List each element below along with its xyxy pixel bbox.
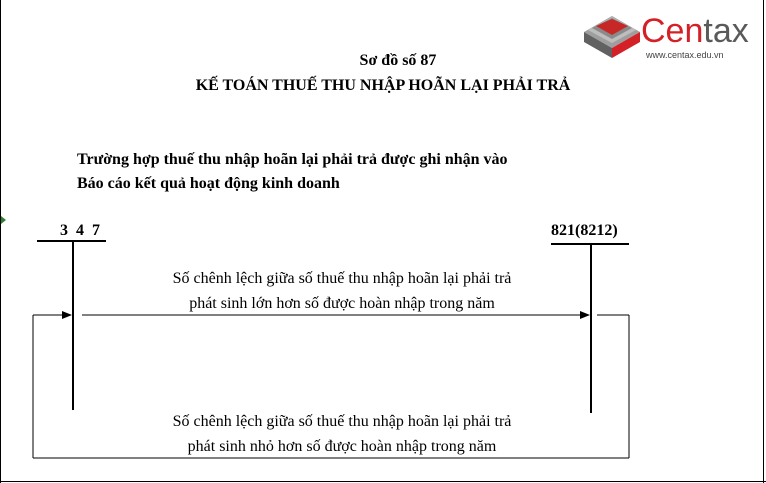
flow-bottom-line2: phát sinh nhỏ hơn số được hoàn nhập trong năm <box>187 438 497 455</box>
diagram-title: KẾ TOÁN THUẾ THU NHẬP HOÃN LẠI PHẢI TRẢ <box>195 77 571 94</box>
diagram-subtitle-line1: Trường hợp thuế thu nhập hoãn lại phải trả được ghi nhận vào <box>77 151 508 168</box>
diagram-subtitle-line2: Báo cáo kết quả hoạt động kinh doanh <box>77 175 340 192</box>
account-347-label: 3 4 7 <box>60 222 102 239</box>
logo-wordmark: Centax <box>641 12 749 50</box>
flow-top-line2: phát sinh lớn hơn số được hoàn nhập trong năm <box>189 295 495 312</box>
flow-top-line1: Số chênh lệch giữa số thuế thu nhập hoãn lại phải trả <box>172 270 512 287</box>
diagram-number: Sơ đồ số 87 <box>359 52 437 69</box>
account-821-label: 821(8212) <box>551 222 618 239</box>
flow-bottom-line1: Số chênh lệch giữa số thuế thu nhập hoãn lại phải trả <box>172 413 512 430</box>
logo-url: www.centax.edu.vn <box>646 50 724 60</box>
